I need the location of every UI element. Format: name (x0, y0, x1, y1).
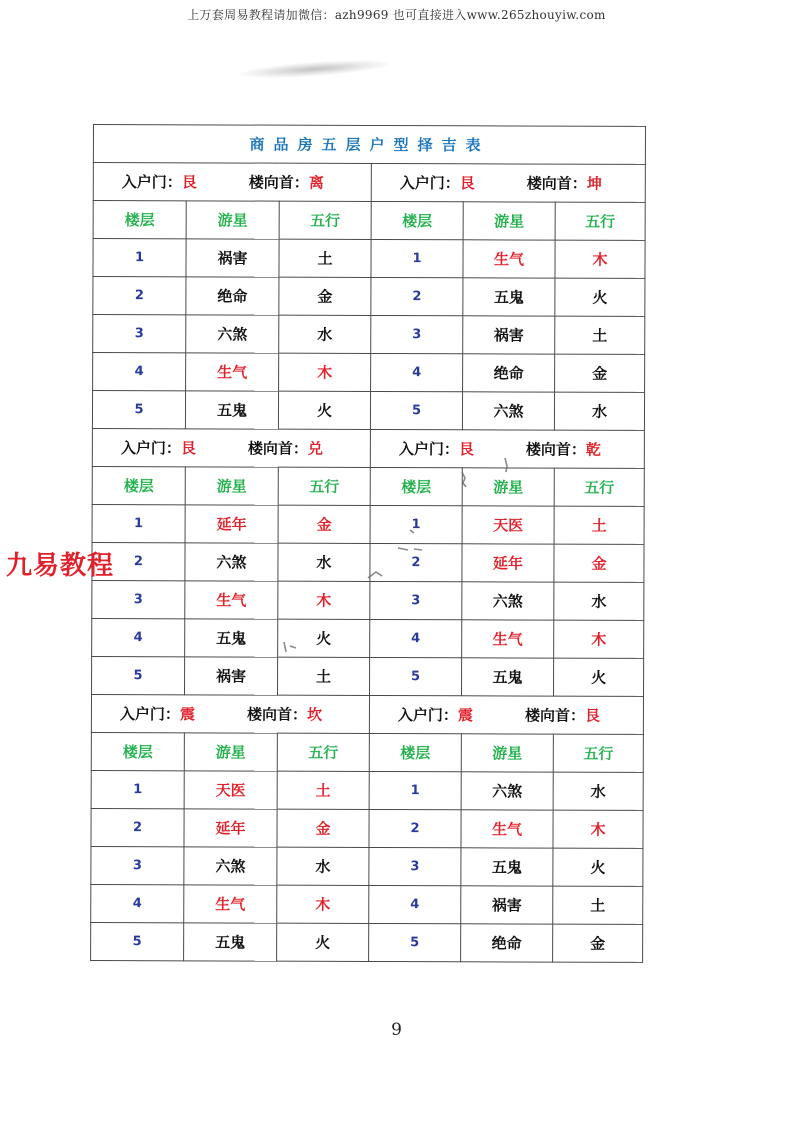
door-value: 艮 (458, 440, 474, 459)
floor-cell: 2 (92, 542, 185, 580)
column-header: 游星 (461, 734, 553, 772)
floor-cell: 2 (93, 277, 186, 315)
header-watermark: 上万套周易教程请加微信：azh9969 也可直接进入www.265zhouyiw.com (187, 8, 606, 22)
column-header: 五行 (553, 734, 643, 772)
door-label: 入户门： (398, 440, 459, 459)
element-cell: 金 (279, 277, 371, 315)
page-number: 9 (391, 1020, 402, 1040)
column-header-row (91, 732, 643, 772)
facing-label: 楼向首： (247, 439, 308, 458)
block-header-row (91, 694, 643, 734)
column-header: 楼层 (370, 467, 462, 505)
table-row (92, 504, 644, 544)
floor-cell: 4 (91, 884, 184, 922)
block-header-row (92, 428, 644, 468)
block-header (371, 163, 645, 202)
star-cell: 五鬼 (184, 923, 277, 961)
star-cell: 六煞 (186, 315, 279, 353)
element-cell: 金 (277, 809, 369, 847)
star-cell: 祸害 (186, 239, 279, 277)
floor-cell: 1 (370, 505, 462, 543)
star-cell: 生气 (462, 620, 554, 658)
star-cell: 五鬼 (461, 848, 553, 886)
floor-cell: 1 (371, 239, 463, 277)
column-header: 五行 (278, 467, 370, 505)
column-header: 五行 (554, 468, 644, 506)
facing-label: 楼向首： (524, 706, 586, 725)
table-row (92, 618, 644, 658)
star-cell: 六煞 (184, 847, 277, 885)
floor-cell: 3 (92, 580, 185, 618)
element-cell: 土 (277, 771, 369, 809)
floor-cell: 5 (92, 656, 185, 694)
facing-value: 兑 (307, 439, 323, 458)
element-cell: 水 (277, 847, 369, 885)
star-cell: 生气 (185, 581, 278, 619)
element-cell: 土 (278, 657, 370, 695)
element-cell: 火 (553, 848, 643, 886)
column-header-row (93, 201, 645, 241)
column-header: 五行 (555, 202, 645, 240)
element-cell: 土 (555, 316, 645, 354)
element-cell: 木 (279, 353, 371, 391)
element-cell: 火 (554, 658, 644, 696)
star-cell: 绝命 (186, 277, 279, 315)
door-label: 入户门： (399, 174, 460, 193)
column-header: 五行 (277, 733, 369, 771)
star-cell: 五鬼 (185, 619, 278, 657)
table-row (91, 884, 643, 924)
star-cell: 生气 (186, 353, 279, 391)
floor-cell: 1 (93, 239, 186, 277)
table-row (92, 542, 644, 582)
floor-cell: 2 (371, 277, 463, 315)
table-row (93, 353, 645, 393)
element-cell: 金 (555, 354, 645, 392)
column-header: 楼层 (91, 732, 184, 770)
door-value: 震 (179, 705, 196, 724)
facing-label: 楼向首： (526, 174, 587, 193)
element-cell: 水 (553, 772, 643, 810)
element-cell: 火 (555, 278, 645, 316)
floor-cell: 5 (92, 391, 185, 429)
element-cell: 火 (277, 923, 369, 961)
star-cell: 祸害 (461, 886, 553, 924)
floor-cell: 4 (369, 885, 461, 923)
table-row (92, 391, 644, 431)
floor-cell: 2 (91, 808, 184, 846)
side-watermark: 九易教程 (6, 551, 115, 581)
facing-value: 艮 (584, 706, 601, 725)
block-header (369, 695, 643, 734)
table-row (92, 656, 644, 696)
star-cell: 延年 (185, 505, 278, 543)
element-cell: 水 (554, 392, 644, 430)
star-cell: 五鬼 (462, 658, 554, 696)
door-label: 入户门： (397, 706, 458, 725)
star-cell: 六煞 (462, 582, 554, 620)
element-cell: 金 (553, 924, 643, 962)
element-cell: 木 (555, 240, 645, 278)
element-cell: 木 (278, 581, 370, 619)
column-header: 游星 (184, 733, 277, 771)
title-row (93, 125, 645, 165)
floor-cell: 3 (91, 846, 184, 884)
column-header: 楼层 (371, 201, 463, 239)
element-cell: 土 (554, 506, 644, 544)
star-cell: 生气 (463, 240, 555, 278)
column-header: 楼层 (92, 466, 185, 504)
floor-cell: 1 (92, 504, 185, 542)
block-header (91, 694, 369, 733)
column-header: 五行 (279, 201, 371, 239)
element-cell: 土 (553, 886, 643, 924)
floor-cell: 5 (370, 657, 462, 695)
column-header: 游星 (186, 201, 279, 239)
element-cell: 木 (554, 620, 644, 658)
column-header-row (92, 466, 644, 506)
element-cell: 木 (553, 810, 643, 848)
column-header: 楼层 (93, 201, 186, 239)
facing-label: 楼向首： (246, 705, 308, 724)
star-cell: 祸害 (463, 316, 555, 354)
table-body (91, 125, 646, 963)
star-cell: 延年 (184, 809, 277, 847)
facing-label: 楼向首： (525, 440, 586, 459)
floor-cell: 5 (91, 922, 184, 960)
facing-value: 离 (308, 173, 324, 192)
table-row (91, 770, 643, 810)
door-value: 艮 (181, 173, 197, 192)
block-header-row (93, 163, 645, 203)
element-cell: 金 (278, 505, 370, 543)
door-label: 入户门： (121, 173, 182, 192)
element-cell: 金 (554, 544, 644, 582)
star-cell: 五鬼 (185, 391, 278, 429)
star-cell: 六煞 (462, 392, 554, 430)
star-cell: 五鬼 (463, 278, 555, 316)
facing-value: 坎 (306, 705, 323, 724)
star-cell: 延年 (462, 544, 554, 582)
table-row (93, 315, 645, 355)
floor-cell: 4 (92, 618, 185, 656)
floor-cell: 5 (369, 923, 461, 961)
fengshui-table-wrapper (90, 124, 645, 963)
scan-smudge (240, 57, 391, 81)
element-cell: 火 (278, 619, 370, 657)
floor-cell: 2 (370, 543, 462, 581)
floor-cell: 4 (93, 353, 186, 391)
table-row (92, 580, 644, 620)
star-cell: 绝命 (463, 354, 555, 392)
floor-cell: 3 (93, 315, 186, 353)
fengshui-table (90, 124, 646, 963)
table-row (91, 922, 643, 962)
star-cell: 天医 (462, 506, 554, 544)
table-row (93, 277, 645, 317)
block-header (370, 429, 644, 468)
element-cell: 木 (277, 885, 369, 923)
table-title: 商品房五层户型择吉表 (93, 125, 645, 165)
block-header (93, 163, 371, 202)
star-cell: 六煞 (185, 543, 278, 581)
floor-cell: 3 (370, 581, 462, 619)
element-cell: 火 (278, 391, 370, 429)
facing-label: 楼向首： (248, 173, 309, 192)
door-label: 入户门： (119, 705, 180, 724)
star-cell: 六煞 (461, 772, 553, 810)
floor-cell: 4 (371, 353, 463, 391)
floor-cell: 1 (91, 770, 184, 808)
table-row (93, 239, 645, 279)
facing-value: 乾 (585, 440, 601, 459)
door-label: 入户门： (120, 439, 181, 458)
star-cell: 祸害 (185, 657, 278, 695)
floor-cell: 1 (369, 771, 461, 809)
column-header: 楼层 (369, 733, 461, 771)
floor-cell: 2 (369, 809, 461, 847)
column-header: 游星 (185, 467, 278, 505)
element-cell: 水 (279, 315, 371, 353)
floor-cell: 3 (371, 315, 463, 353)
door-value: 震 (457, 706, 474, 725)
star-cell: 生气 (184, 885, 277, 923)
element-cell: 土 (279, 239, 371, 277)
element-cell: 水 (554, 582, 644, 620)
floor-cell: 4 (370, 619, 462, 657)
door-value: 艮 (180, 439, 196, 458)
star-cell: 生气 (461, 810, 553, 848)
column-header: 游星 (462, 468, 554, 506)
facing-value: 坤 (586, 174, 602, 193)
block-header (92, 428, 370, 467)
element-cell: 水 (278, 543, 370, 581)
table-row (91, 846, 643, 886)
table-row (91, 808, 643, 848)
door-value: 艮 (459, 174, 475, 193)
floor-cell: 5 (370, 391, 462, 429)
star-cell: 天医 (184, 771, 277, 809)
star-cell: 绝命 (461, 924, 553, 962)
floor-cell: 3 (369, 847, 461, 885)
column-header: 游星 (463, 202, 555, 240)
